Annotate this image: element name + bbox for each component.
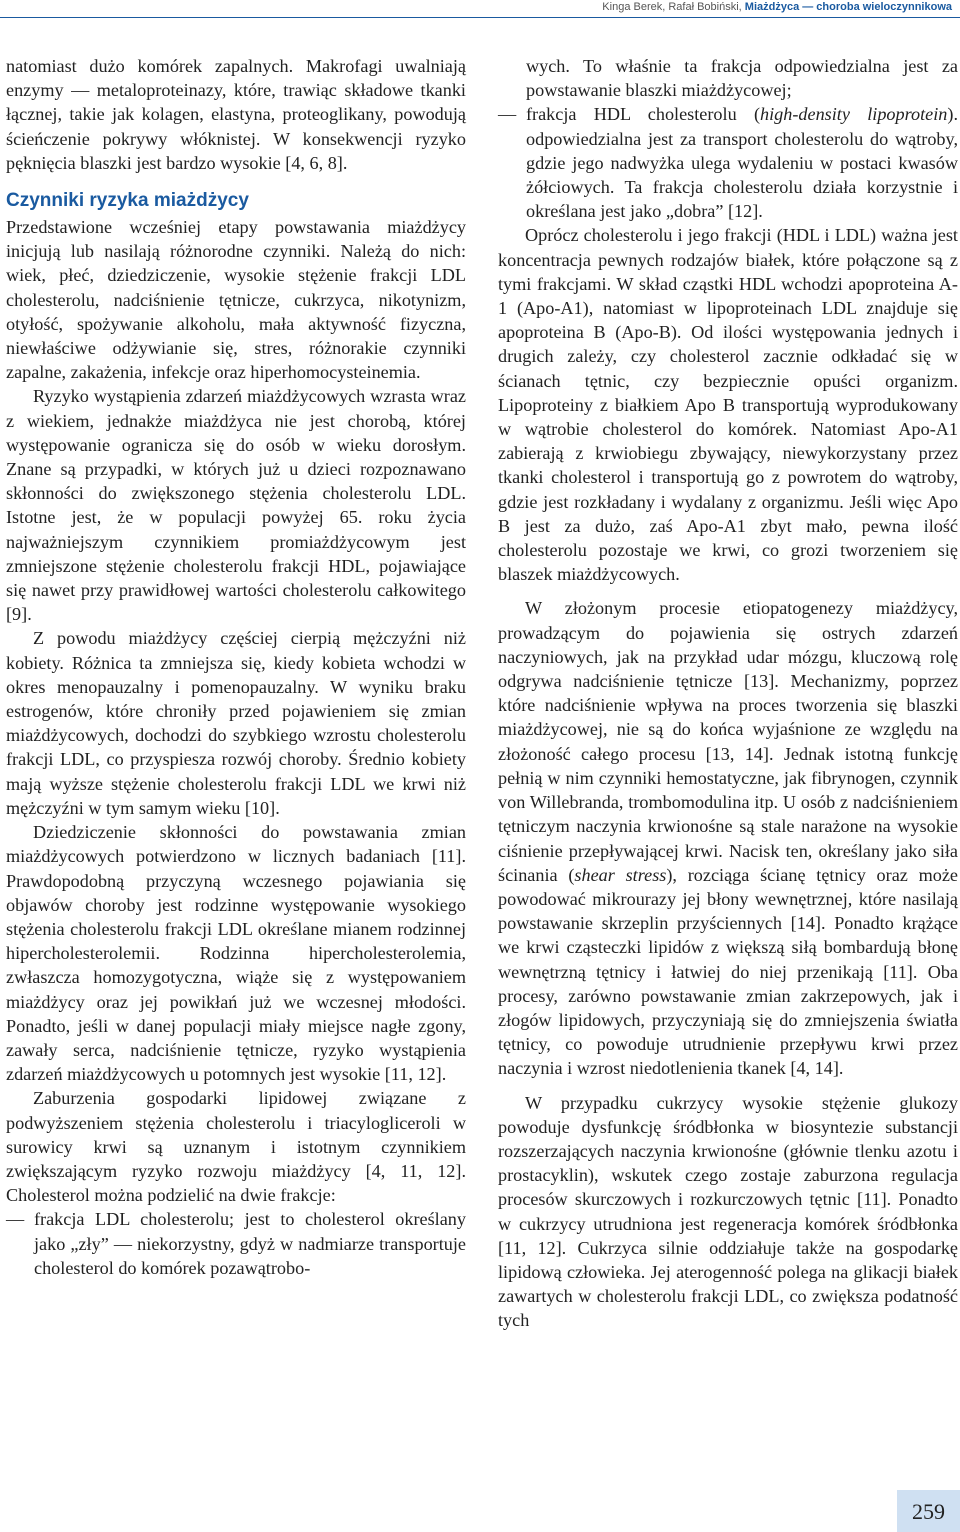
list-item-text: wych. To właśnie ta frakcja odpowiedzialna jest za powstawanie blaszki miażdżycowej; bbox=[526, 56, 958, 101]
paragraph: Dziedziczenie skłonności do powstawania zmian miażdżycowych potwierdzono w licznych badaniach [11]. Prawdopodobną przyczyną wczesnego pojawiania się objawów choroby jest rodzinne występowanie wysokiego stężenia cholesterolu frakcji LDL określane mianem rodzinnej hipercholesterolemii. Rodzinna hipercholesterolemia, zwłaszcza homozygotyczna, wiąże się z występowaniem miażdżycy oraz jej powikłań już we wczesnej młodości. Ponadto, jeśli w danej populacji miały miejsce nagłe zgony, zawały serca, nadciśnienie tętnicze, ryzyko wystąpienia zdarzeń miażdżycowych u potomnych jest wysokie [11, 12]. bbox=[6, 822, 466, 1085]
paragraph: Z powodu miażdżycy częściej cierpią mężczyźni niż kobiety. Różnica ta zmniejsza się, kiedy kobieta wchodzi w okres menopauzalny i pomenopauzalny. W wyniku braku estrogenów, które chroniły przed pojawieniem się zmian miażdżycowych, dochodzi do szybkiego wzrostu cholesterolu frakcji LDL, co przyspiesza rozwój choroby. Średnio kobiety mają wyższe stężenie cholesterolu frakcji LDL we krwi niż mężczyźni w tym samym wieku [10]. bbox=[6, 628, 466, 818]
page-number: 259 bbox=[912, 1499, 945, 1524]
list-item-text-a: frakcja HDL cholesterolu ( bbox=[526, 104, 761, 125]
running-header bbox=[0, 0, 960, 17]
right-column bbox=[498, 54, 958, 1333]
list-item-continued bbox=[498, 54, 958, 102]
paragraph-text-a: W złożonym procesie etiopatogenezy miażdżycy, prowadzącym do pojawienia się ostrych zdarzeń naczyniowych, jak na przykład udar mózgu, kluczową rolę odgrywa nadciśnienie tętnicze [13]. Mechanizmy, poprzez które nadciśnienie wpływa na proces tworzenia się blaszki miażdżycowej, nie są do końca wyjaśnione ze względu na złożoność całego procesu [13, 14]. Jednak istotną funkcję pełnią w nim czynniki hemostatyczne, jak fibrynogen, czynnik von Willebranda, trombomodulina itp. U osób z nadciśnieniem tętniczym naczynia krwionośne są stale narażone na wysokie ciśnienie przepływającej krwi. Nacisk ten, określany jako siła ścinania ( bbox=[498, 598, 958, 885]
list-item-emphasis: high-density lipoprotein bbox=[760, 104, 948, 125]
header-title: Miażdżyca — choroba wieloczynnikowa bbox=[744, 1, 952, 13]
paragraph: Przedstawione wcześniej etapy powstawania miażdżycy inicjują lub nasilają różnorodne czynniki. Należą do nich: wiek, płeć, dziedziczenie, wysokie stężenie frakcji LDL cholesterolu, nadciśnienie tętnicze, cukrzyca, nikotynizm, otyłość, spożywanie alkoholu, mała aktywność fizyczna, niewłaściwe odżywianie się, stres, różnorakie czynniki zapalne, zakażenia, infekcje oraz hiperhomocysteinemia. bbox=[6, 217, 466, 383]
section-heading: Czynniki ryzyka miażdżycy bbox=[6, 190, 249, 212]
paragraph: natomiast dużo komórek zapalnych. Makrofagi uwalniają enzymy — metaloproteinazy, które, trawiąc składowe tkanki łącznej, takie jak kolagen, elastyna, proteoglikany, powodują ścieńczenie pokrywy włóknistej. W konsekwencji ryzyko pęknięcia blaszki jest bardzo wysokie [4, 6, 8]. bbox=[6, 56, 466, 173]
running-header-text bbox=[602, 1, 952, 13]
list-item bbox=[6, 1207, 466, 1280]
paragraph bbox=[498, 596, 958, 1080]
left-column bbox=[6, 54, 466, 1280]
paragraph: Oprócz cholesterolu i jego frakcji (HDL i LDL) ważna jest koncentracja pewnych rodzajów białek, które połączone są z tymi frakcjami. W skład cząstki HDL wchodzi apoproteina A-1 (Apo-A1), natomiast w lipoproteinach LDL znajduje się apoproteina B (Apo-B). Od ilości występowania jednych i drugich zależy, czy cholesterol zacznie odkładać się w ścianach tętnic, czy bezpiecznie opuści organizm. Lipoproteiny z białkiem Apo B transportują wyprodukowany w wątrobie cholesterol do komórek. Natomiast Apo-A1 zabierają z krwiobiegu zbywający, niewykorzystany przez tkanki cholesterol i transportują go z powrotem do wątroby, gdzie jest rozkładany i wydalany z organizmu. Jeśli więc Apo B jest za dużo, zaś Apo-A1 zbyt mało, pewna ilość cholesterolu pozostaje we krwi, co grozi tworzeniem się blaszek miażdżycowych. bbox=[498, 225, 958, 585]
list-dash: — bbox=[498, 104, 517, 125]
header-rule bbox=[0, 17, 960, 18]
page-number-box bbox=[897, 1490, 960, 1532]
list-item bbox=[498, 102, 958, 223]
paragraph-text-b: ), rozciąga ścianę tętnicy oraz może powodować mikrourazy jej błony wewnętrznej, które nasilają powstawanie skrzeplin przyściennych [14]. Ponadto krążące we krwi cząsteczki lipidów z większą siłą bombardują błonę wewnętrzną tętnicy i łatwiej do niej przenikają [11]. Oba procesy, zarówno powstawanie zmian zakrzepowych, jak i złogów lipidowych, przyczyniają się do zmniejszenia światła tętnicy, co powoduje utrudnienie przepływu krwi przez naczynia i wzrost niedotlenienia tkanek [4, 14]. bbox=[498, 864, 958, 1079]
list-dash: — bbox=[6, 1209, 25, 1230]
header-authors: Kinga Berek, Rafał Bobiński, bbox=[602, 1, 742, 13]
list-item-text-b: ). odpowiedzialna jest za transport cholesterolu do wątroby, gdzie jego nadwyżka ulega wydaleniu w postaci kwasów żółciowych. Ta frakcja cholesterolu działa korzystnie i określana jest jako „dobra” [12]. bbox=[526, 104, 958, 222]
paragraph-emphasis: shear stress bbox=[574, 864, 667, 885]
paragraph: Ryzyko wystąpienia zdarzeń miażdżycowych wzrasta wraz z wiekiem, jednakże miażdżyca nie jest chorobą, której występowanie ogranicza się do osób w wieku dorosłym. Znane są przypadki, w których już u dzieci rozpoznawano skłonności do zwiększonego stężenia cholesterolu LDL. Istotne jest, że w populacji powyżej 65. roku życia najważniejszym czynnikiem promiażdżycowym jest zmniejszone stężenie cholesterolu frakcji HDL, pojawiające się nawet przy prawidłowej wartości cholesterolu całkowitego [9]. bbox=[6, 386, 466, 625]
paragraph: Zaburzenia gospodarki lipidowej związane z podwyższeniem stężenia cholesterolu i triacylogliceroli w surowicy krwi są uznanym i istotnym czynnikiem zwiększającym ryzyko rozwoju miażdżycy [4, 11, 12]. Cholesterol można podzielić na dwie frakcje: bbox=[6, 1088, 466, 1206]
paragraph: W przypadku cukrzycy wysokie stężenie glukozy powoduje dysfunkcję śródbłonka w biosyntezie substancji rozszerzających naczynia krwionośne (głównie tlenku azotu i prostacyklin), wskutek czego zostaje zaburzona regulacja procesów skurczowych i rozkurczowych tętnic [11]. Ponadto w cukrzycy utrudniona jest regeneracja komórek śródbłonka [11, 12]. Cukrzyca silnie oddziałuje także na gospodarkę lipidową człowieka. Jej aterogenność polega na glikacji białek zawartych w cholesterolu frakcji LDL, co zwiększa podatność tych bbox=[498, 1092, 958, 1331]
list-item-text: frakcja LDL cholesterolu; jest to cholesterol określany jako „zły” — niekorzystny, gdyż w nadmiarze transportuje cholesterol do komórek pozawątrobo- bbox=[34, 1209, 466, 1278]
